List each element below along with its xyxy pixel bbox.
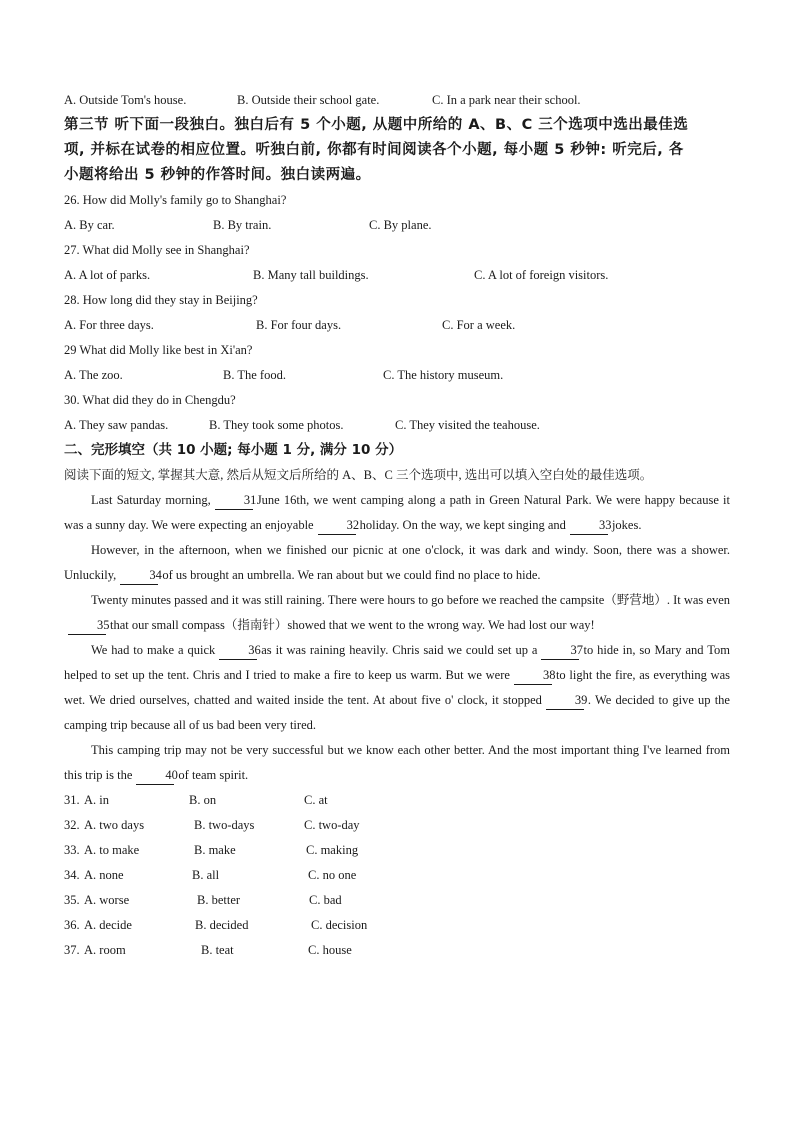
question-28: 28. How long did they stay in Beijing?: [64, 293, 258, 307]
blank-33: 33: [570, 516, 608, 535]
q25-option-b: B. Outside their school gate.: [237, 93, 380, 107]
blank-32: 32: [318, 516, 356, 535]
question-27: 27. What did Molly see in Shanghai?: [64, 243, 250, 257]
blank-40: 40: [136, 766, 174, 785]
cloze-passage: [64, 488, 730, 788]
q25-option-a: A. Outside Tom's house.: [64, 93, 187, 107]
cloze-options: [64, 788, 730, 963]
blank-35: 35: [68, 616, 106, 635]
q25-option-c: C. In a park near their school.: [432, 93, 581, 107]
question-27-options: A. A lot of parks. B. Many tall buildings. C. A lot of foreign visitors.: [64, 268, 609, 282]
passage-paragraph-2: However, in the afternoon, when we finished our picnic at one o'clock, it was dark and windy. Soon, there was a shower. Unluckily, 34of us brought an umbrella. We ran about but we could find no place to hide.: [64, 538, 730, 588]
passage-paragraph-4: We had to make a quick 36as it was raining heavily. Chris said we could set up a 37to hide in, so Mary and Tom helped to set up the tent. Chris and I tried to make a fire to keep us warm. But we were 38to light the fire, as everything was wet. We dried ourselves, chatted and waited inside the tent. At about five o' clock, it stopped 39. We decided to give up the camping trip because all of us bad been very tired.: [64, 643, 731, 732]
cloze-option-row-37: 37. A. room B. teat C. house: [64, 943, 352, 957]
question-29: 29 What did Molly like best in Xi'an?: [64, 343, 253, 357]
blank-39: 39: [546, 691, 584, 710]
blank-37: 37: [541, 641, 579, 660]
passage-paragraph-1: Last Saturday morning, 31June 16th, we went camping along a path in Green Natural Park. We were happy because it was a sunny day. We were expecting an enjoyable 32holiday. On the way, we kept singing and 33jokes.: [64, 488, 730, 538]
question-30-options: A. They saw pandas. B. They took some photos. C. They visited the teahouse.: [64, 418, 540, 432]
exam-page: [64, 88, 730, 963]
cloze-title: 二、完形填空（共 10 小题; 每小题 1 分, 满分 10 分）: [64, 442, 403, 458]
question-26-options: A. By car. B. By train. C. By plane.: [64, 218, 432, 232]
cloze-option-row-36: 36. A. decide B. decided C. decision: [64, 918, 368, 932]
cloze-option-row-34: 34. A. none B. all C. no one: [64, 868, 357, 882]
listening-questions: [64, 188, 730, 438]
q25-options: [64, 88, 730, 113]
blank-38: 38: [514, 666, 552, 685]
cloze-option-row-32: 32. A. two days B. two-days C. two-day: [64, 818, 360, 832]
blank-31: 31: [215, 491, 253, 510]
cloze-option-row-31: 31. A. in B. on C. at: [64, 793, 328, 807]
question-28-options: A. For three days. B. For four days. C. For a week.: [64, 318, 516, 332]
question-26: 26. How did Molly's family go to Shanghai?: [64, 193, 287, 207]
section3-instruction: 第三节 听下面一段独白。独白后有 5 个小题, 从题中所给的 A、B、C 三个选项中选出最佳选 项, 并标在试卷的相应位置。听独白前, 你都有时间阅读各个小题, 每小题 5 秒钟: 听完后, 各 小题将给出 5 秒钟的作答时间。独白读两遍。: [64, 117, 689, 183]
passage-paragraph-5: This camping trip may not be very successful but we know each other better. And the most important thing I've learned from this trip is the 40of team spirit.: [64, 738, 730, 788]
blank-36: 36: [219, 641, 257, 660]
cloze-option-row-33: 33. A. to make B. make C. making: [64, 843, 359, 857]
question-29-options: A. The zoo. B. The food. C. The history museum.: [64, 368, 504, 382]
cloze-instruction: 阅读下面的短文, 掌握其大意, 然后从短文后所给的 A、B、C 三个选项中, 选出可以填入空白处的最佳选项。: [64, 468, 653, 482]
blank-34: 34: [120, 566, 158, 585]
cloze-option-row-35: 35. A. worse B. better C. bad: [64, 893, 342, 907]
question-30: 30. What did they do in Chengdu?: [64, 393, 236, 407]
passage-paragraph-3: Twenty minutes passed and it was still raining. There were hours to go before we reached the campsite（野营地）. It was even35that our small compass（指南针）showed that we went to the wrong way. We had lost our way!: [64, 588, 730, 638]
